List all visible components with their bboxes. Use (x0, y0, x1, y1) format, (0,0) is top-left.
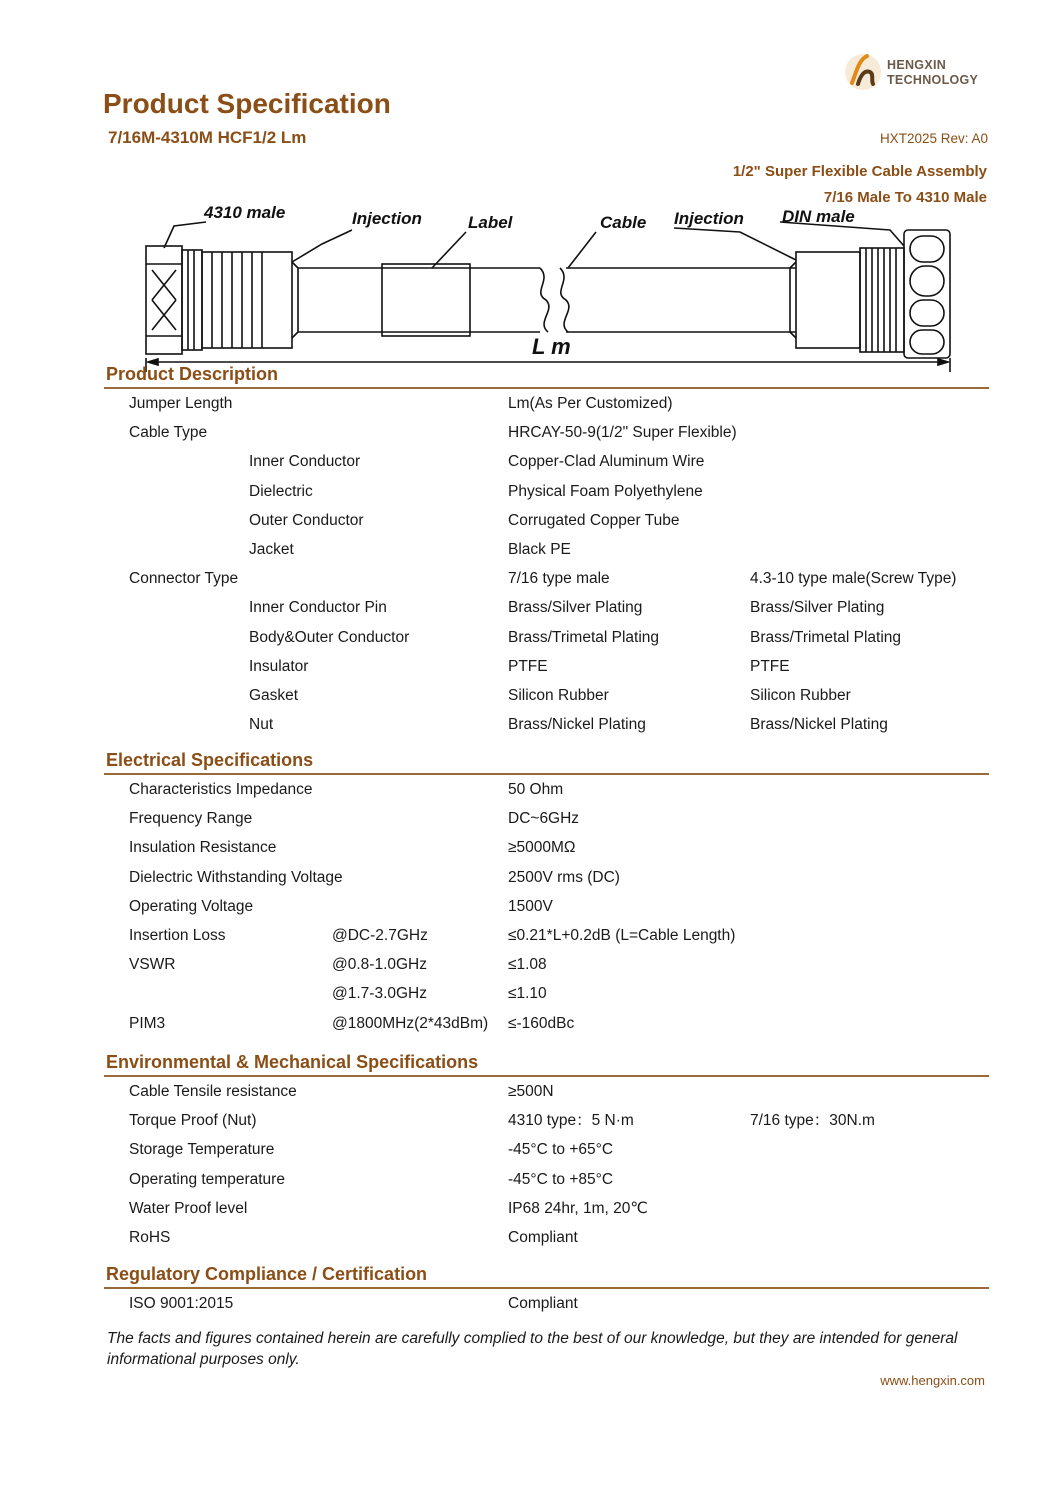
spec-value-secondary: 4.3-10 type male(Screw Type) (750, 570, 957, 588)
electrical-table (104, 775, 989, 1038)
table-row (104, 1194, 989, 1223)
table-row (104, 447, 989, 476)
spec-condition: @1.7-3.0GHz (332, 985, 427, 1003)
spec-value: Compliant (508, 1228, 578, 1246)
spec-value: ≥500N (508, 1083, 554, 1100)
section-heading: Product Description (104, 363, 989, 389)
label-cable: Cable (600, 213, 647, 232)
injection-left (292, 262, 298, 338)
label-4310-male: 4310 male (204, 203, 286, 222)
logo-name: HENGXIN (887, 58, 947, 72)
table-row (104, 1106, 989, 1135)
section-heading: Regulatory Compliance / Certification (104, 1263, 989, 1289)
table-row (104, 1223, 989, 1252)
part-number: 7/16M-4310M HCF1/2 Lm (108, 128, 307, 147)
spec-label: Cable Tensile resistance (129, 1083, 297, 1100)
spec-label: Connector Type (129, 570, 239, 588)
spec-value: IP68 24hr, 1m, 20℃ (508, 1199, 648, 1217)
spec-label: Insulator (249, 657, 309, 675)
spec-label: Torque Proof (Nut) (129, 1112, 257, 1130)
spec-label: Insertion Loss (129, 926, 226, 944)
table-row (104, 804, 989, 833)
table-row (104, 1289, 989, 1318)
connector-4310-male (146, 246, 292, 354)
product-description-table (104, 389, 989, 739)
spec-label: RoHS (129, 1228, 171, 1246)
spec-label: PIM3 (129, 1014, 166, 1032)
page-title: Product Specification (103, 88, 391, 119)
label-din-male: DIN male (782, 207, 855, 226)
table-row (104, 979, 989, 1008)
table-row (104, 892, 989, 921)
spec-label: Frequency Range (129, 810, 253, 828)
spec-label: Jumper Length (129, 395, 233, 412)
table-row (104, 623, 989, 652)
table-row (104, 1077, 989, 1106)
environmental-table (104, 1077, 989, 1252)
table-row (104, 652, 989, 681)
spec-value: PTFE (508, 657, 548, 675)
table-row (104, 710, 989, 739)
spec-label: Insulation Resistance (129, 839, 277, 857)
spec-label: Gasket (249, 686, 299, 704)
table-row (104, 1165, 989, 1194)
document-revision: HXT2025 Rev: A0 (879, 131, 988, 146)
table-row (104, 775, 989, 804)
spec-value: HRCAY-50-9(1/2" Super Flexible) (508, 424, 737, 442)
spec-label: Outer Conductor (249, 511, 364, 529)
spec-value: 7/16 type male (508, 570, 610, 588)
section-heading: Environmental & Mechanical Specifications (104, 1051, 989, 1077)
spec-value: 4310 type：5 N·m (508, 1112, 634, 1130)
spec-value: Black PE (508, 540, 571, 558)
spec-condition: @DC-2.7GHz (332, 926, 428, 944)
table-row (104, 833, 989, 862)
table-row (104, 921, 989, 950)
spec-label: VSWR (129, 956, 176, 974)
product-connectors: 7/16 Male To 4310 Male (823, 189, 987, 206)
spec-value: Corrugated Copper Tube (508, 511, 680, 529)
label-label: Label (468, 213, 513, 232)
spec-label: Water Proof level (129, 1199, 248, 1217)
spec-value: Compliant (508, 1295, 578, 1312)
regulatory-table (104, 1289, 989, 1318)
spec-value-secondary: Brass/Nickel Plating (750, 716, 888, 734)
section-heading: Electrical Specifications (104, 749, 989, 775)
spec-label: Jacket (249, 540, 294, 558)
spec-value: ≤1.10 (508, 985, 547, 1003)
table-row (104, 389, 989, 418)
spec-label: Inner Conductor Pin (249, 599, 387, 617)
spec-value: Physical Foam Polyethylene (508, 482, 703, 500)
spec-label: Characteristics Impedance (129, 781, 313, 798)
spec-value-secondary: Brass/Silver Plating (750, 599, 885, 617)
spec-label: Body&Outer Conductor (249, 628, 410, 646)
spec-condition: @0.8-1.0GHz (332, 956, 427, 974)
spec-label: Dielectric (249, 482, 313, 500)
table-row (104, 950, 989, 979)
spec-value-secondary: Silicon Rubber (750, 686, 851, 704)
spec-value: ≥5000MΩ (508, 839, 576, 857)
table-row (104, 477, 989, 506)
cable-assembly-drawing (0, 190, 1060, 375)
logo-mark-icon (843, 50, 883, 94)
company-logo (843, 50, 993, 94)
spec-label: Operating temperature (129, 1170, 285, 1188)
product-name: 1/2" Super Flexible Cable Assembly (732, 163, 987, 180)
connector-din-male (796, 230, 950, 358)
spec-label: ISO 9001:2015 (129, 1295, 234, 1312)
website-link[interactable]: www.hengxin.com (880, 1373, 985, 1388)
spec-label: Cable Type (129, 424, 208, 442)
spec-value: -45°C to +85°C (508, 1170, 614, 1188)
spec-value: ≤0.21*L+0.2dB (L=Cable Length) (508, 926, 736, 944)
table-row (104, 593, 989, 622)
spec-value-secondary: PTFE (750, 657, 790, 675)
spec-label: Operating Voltage (129, 897, 254, 915)
table-row (104, 418, 989, 447)
spec-value: DC~6GHz (508, 810, 580, 828)
product-description-section (104, 363, 989, 739)
spec-label: Nut (249, 716, 274, 734)
table-row (104, 506, 989, 535)
label-injection-left: Injection (352, 209, 422, 228)
electrical-section (104, 749, 989, 1038)
environmental-section (104, 1051, 989, 1252)
table-row (104, 564, 989, 593)
spec-condition: @1800MHz(2*43dBm) (332, 1014, 489, 1032)
spec-value: -45°C to +65°C (508, 1141, 614, 1159)
spec-value: Silicon Rubber (508, 686, 609, 704)
spec-value: Lm(As Per Customized) (508, 395, 673, 412)
spec-value: 50 Ohm (508, 781, 564, 798)
spec-value: 1500V (508, 897, 553, 915)
spec-label: Dielectric Withstanding Voltage (129, 868, 343, 886)
regulatory-section (104, 1263, 989, 1318)
spec-value: ≤1.08 (508, 956, 547, 974)
logo-tagline: TECHNOLOGY (887, 73, 979, 87)
spec-value: Brass/Silver Plating (508, 599, 643, 617)
spec-value-secondary: 7/16 type：30N.m (750, 1112, 875, 1130)
table-row (104, 681, 989, 710)
disclaimer: The facts and figures contained herein are carefully complied to the best of our knowledge, but they are intended for general informational purposes only. (107, 1330, 958, 1368)
table-row (104, 535, 989, 564)
spec-label: Inner Conductor (249, 453, 361, 471)
table-row (104, 1009, 989, 1038)
spec-value-secondary: Brass/Trimetal Plating (750, 628, 902, 646)
spec-label: Storage Temperature (129, 1141, 275, 1159)
spec-value: ≤-160dBc (508, 1014, 575, 1032)
spec-value: Brass/Nickel Plating (508, 716, 646, 734)
label-sleeve (382, 264, 470, 336)
table-row (104, 863, 989, 892)
spec-value: Brass/Trimetal Plating (508, 628, 660, 646)
label-length: L m (532, 334, 571, 359)
injection-right (790, 262, 796, 338)
spec-value: Copper-Clad Aluminum Wire (508, 453, 705, 471)
label-injection-right: Injection (674, 209, 744, 228)
spec-value: 2500V rms (DC) (508, 868, 620, 886)
table-row (104, 1135, 989, 1164)
